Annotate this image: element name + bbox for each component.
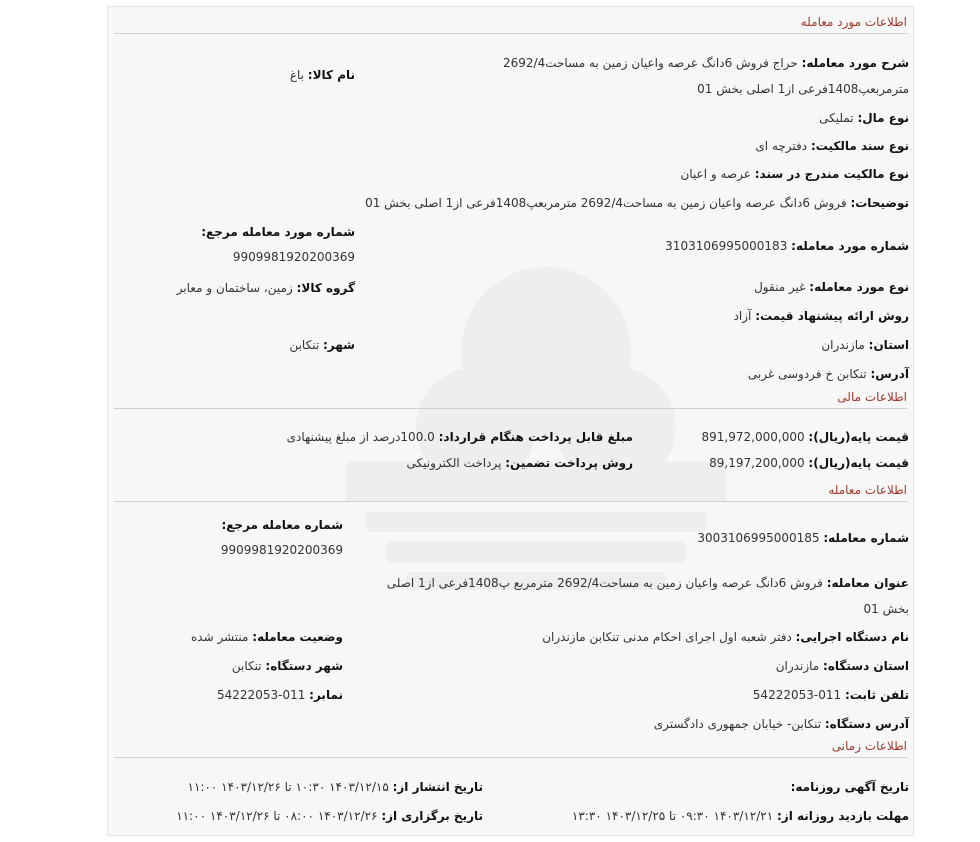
agency-fax: نمابر: 011-54222053 [217, 688, 343, 702]
deal-ref-label: شماره معامله مرجع: [221, 518, 343, 532]
goods-group: گروه کالا: زمین، ساختمان و معابر [176, 281, 355, 295]
item-ref-number-value: 9909981920200369 [232, 250, 355, 264]
section-title-financial: اطلاعات مالی [114, 386, 907, 409]
item-description: شرح مورد معامله: حراج فروش 6دانگ عرصه واعیان زمین به مساحت2692/4 مترمربعپ1408فرعی از1 اصلی بخش 01 [502, 56, 909, 96]
holding-period: تاریخ برگزاری از: ۱۴۰۳/۱۲/۲۶ ۰۸:۰۰ تا ۱۴۰۳/۱۲/۲۶ ۱۱:۰۰ [176, 809, 483, 823]
agency-phone: تلفن ثابت: 011-54222053 [752, 688, 909, 702]
guarantee-base-price: قیمت پایه(ریال): 89,197,200,000 [709, 456, 909, 470]
ownership-type: نوع مالکیت مندرج در سند: عرصه و اعیان [680, 167, 909, 181]
item-number: شماره مورد معامله: 3103106995000183 [665, 239, 909, 253]
details-panel [107, 6, 914, 836]
deal-number: شماره معامله: 3003106995000185 [697, 531, 909, 545]
agency-address: آدرس دستگاه: تنکابن- خیابان جمهوری دادگستری [653, 717, 909, 731]
item-ref-number-label: شماره مورد معامله مرجع: [201, 225, 355, 239]
goods-name: نام کالا: باغ [289, 68, 355, 82]
property-type: نوع مال: تملیکی [819, 111, 909, 125]
agency-city: شهر دستگاه: تنکابن [231, 659, 343, 673]
deal-ref-value: 9909981920200369 [220, 543, 343, 557]
publish-period: تاریخ انتشار از: ۱۴۰۳/۱۲/۱۵ ۱۰:۳۰ تا ۱۴۰۳/۱۲/۲۶ ۱۱:۰۰ [187, 780, 483, 794]
city: شهر: تنکابن [289, 338, 355, 352]
item-notes: توضیحات: فروش 6دانگ عرصه واعیان زمین به مساحت2692/4 مترمربعپ1408فرعی از1 اصلی بخش 01 [365, 196, 909, 210]
base-price: قیمت پایه(ریال): 891,972,000,000 [701, 430, 909, 444]
newspaper-date: تاریخ آگهی روزنامه: [790, 780, 909, 794]
agency-province: استان دستگاه: مازندران [775, 659, 909, 673]
guarantee-method: روش پرداخت تضمین: پرداخت الکترونیکی [406, 456, 633, 470]
section-title-deal: اطلاعات معامله [114, 479, 907, 502]
address: آدرس: تنکابن خ فردوسی غربی [747, 367, 909, 381]
province: استان: مازندران [821, 338, 909, 352]
item-kind: نوع مورد معامله: غیر منقول [754, 280, 909, 294]
section-title-time: اطلاعات زمانی [114, 735, 907, 758]
bid-method: روش ارائه پیشنهاد قیمت: آزاد [733, 309, 909, 323]
executive-agency: نام دستگاه اجرایی: دفتر شعبه اول اجرای احکام مدنی تنکابن مازندران [542, 630, 909, 644]
daily-visit-period: مهلت بازدید روزانه از: ۱۴۰۳/۱۲/۲۱ ۰۹:۳۰ تا ۱۴۰۳/۱۲/۲۵ ۱۳:۳۰ [571, 809, 909, 823]
section-title-item-info: اطلاعات مورد معامله [114, 11, 907, 34]
deal-title: عنوان معامله: فروش 6دانگ عرصه واعیان زمین به مساحت2692/4 مترمربع پ1408فرعی از1 اصلی بخش 01 [386, 576, 909, 616]
payable-at-contract: مبلغ قابل پرداخت هنگام قرارداد: 100.0درصد از مبلغ پیشنهادی [286, 430, 633, 444]
deed-type: نوع سند مالکیت: دفترچه ای [755, 139, 909, 153]
deal-status: وضعیت معامله: منتشر شده [190, 630, 343, 644]
